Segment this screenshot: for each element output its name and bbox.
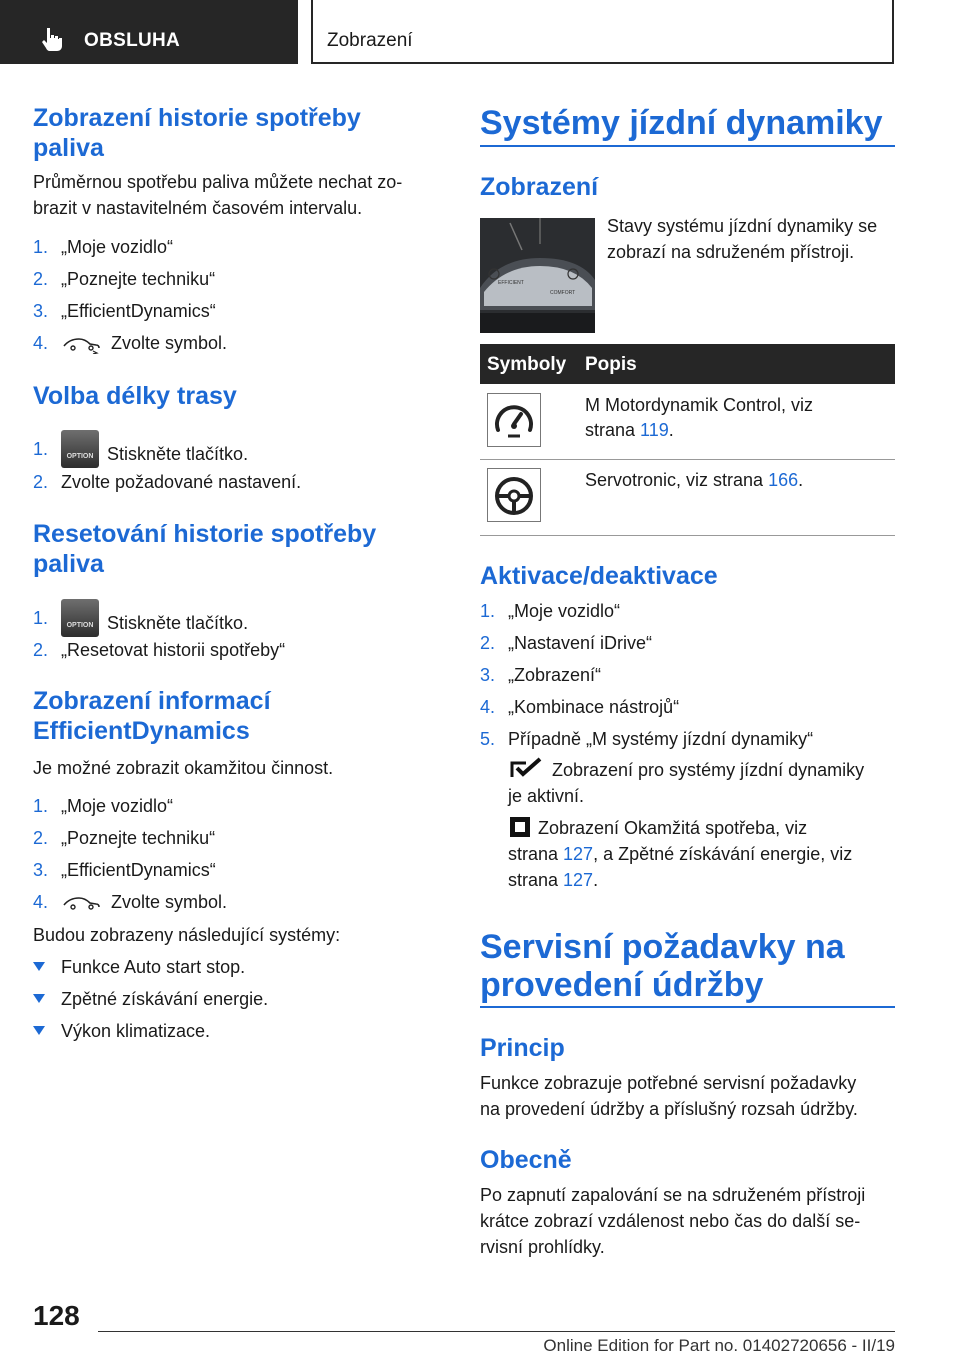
page-link[interactable]: 127 — [563, 844, 594, 864]
page-number: 128 — [33, 1300, 80, 1331]
heading-principle: Princip — [480, 1034, 565, 1062]
heading-reset-history: Resetování historie spotřeby paliva — [33, 520, 377, 578]
column-header-description: Popis — [585, 354, 637, 375]
row-description: Servotronic, viz strana 166. — [585, 470, 804, 490]
row-description: M Motordynamik Control, viz strana 119. — [585, 395, 814, 440]
chapter-heading-service: Servisní požadavky na provedení údržby — [480, 928, 845, 1004]
checkbox-checked-icon — [510, 757, 544, 779]
general-text: Po zapnutí zapalování se na sdruženém přístroji krátce zobrazí vzdálenost nebo čas do další se‐ rvisní prohlídky. — [480, 1185, 866, 1257]
page-link[interactable]: 166 — [768, 470, 799, 490]
heading-trip-length: Volba délky trasy — [33, 382, 237, 410]
steering-wheel-icon — [487, 468, 541, 522]
heading-fuel-history: Zobrazení historie spotřeby paliva — [33, 104, 361, 162]
car-symbol-icon — [61, 893, 103, 913]
checkbox-empty-icon — [510, 817, 530, 837]
bullet-triangle-icon — [33, 994, 45, 1003]
intro-efficientdynamics: Je možné zobrazit okamžitou činnost. — [33, 758, 334, 778]
checkbox-unchecked-note: Zobrazení Okamžitá spotřeba, viz strana 127, a Zpětné získávání energie, viz strana 127. — [508, 818, 853, 890]
m-dynamic-gauge-icon — [487, 393, 541, 447]
heading-activation: Aktivace/deaktivace — [480, 562, 718, 590]
page-link[interactable]: 119 — [640, 420, 669, 440]
bullet-triangle-icon — [33, 962, 45, 971]
instrument-cluster-image — [480, 218, 595, 333]
hand-pointer-icon — [38, 26, 64, 52]
option-button-icon — [61, 430, 99, 468]
heading-rule — [480, 1006, 895, 1008]
heading-rule — [480, 145, 895, 147]
bullet-triangle-icon — [33, 1026, 45, 1035]
intro-fuel-history: Průměrnou spotřebu paliva můžete nechat zo‐ brazit v nastavitelném časovém intervalu. — [33, 172, 403, 218]
table-row — [480, 384, 895, 460]
table-row — [480, 460, 895, 536]
principle-text: Funkce zobrazuje potřebné servisní požadavky na provedení údržby a příslušný rozsah údržby. — [480, 1073, 858, 1119]
svg-text:EFFICIENT: EFFICIENT — [498, 280, 524, 286]
table-header — [480, 344, 895, 384]
chapter-label: Zobrazení — [327, 30, 413, 51]
checkbox-checked-note: Zobrazení pro systémy jízdní dynamiky je aktivní. — [508, 757, 895, 809]
heading-display: Zobrazení — [480, 173, 599, 201]
footer-edition: Online Edition for Part no. 01402720656 - II/19 — [543, 1336, 895, 1355]
chapter-tab[interactable] — [311, 0, 894, 64]
section-tab[interactable] — [0, 0, 298, 64]
chapter-heading-driving-dynamics: Systémy jízdní dynamiky — [480, 104, 883, 142]
svg-text:COMFORT: COMFORT — [550, 290, 576, 296]
section-label: OBSLUHA — [84, 30, 181, 51]
footer-rule — [98, 1331, 895, 1332]
systems-intro: Budou zobrazeny následující systémy: — [33, 925, 341, 945]
option-button-icon — [61, 599, 99, 637]
column-header-symbols: Symboly — [487, 354, 567, 375]
heading-efficientdynamics: Zobrazení informací EfficientDynamics — [33, 687, 271, 745]
page-link[interactable]: 127 — [563, 870, 594, 890]
heading-general: Obecně — [480, 1146, 572, 1174]
display-text: Stavy systému jízdní dynamiky se zobrazí na sdruženém přístroji. — [607, 216, 878, 262]
car-symbol-icon — [61, 334, 103, 354]
